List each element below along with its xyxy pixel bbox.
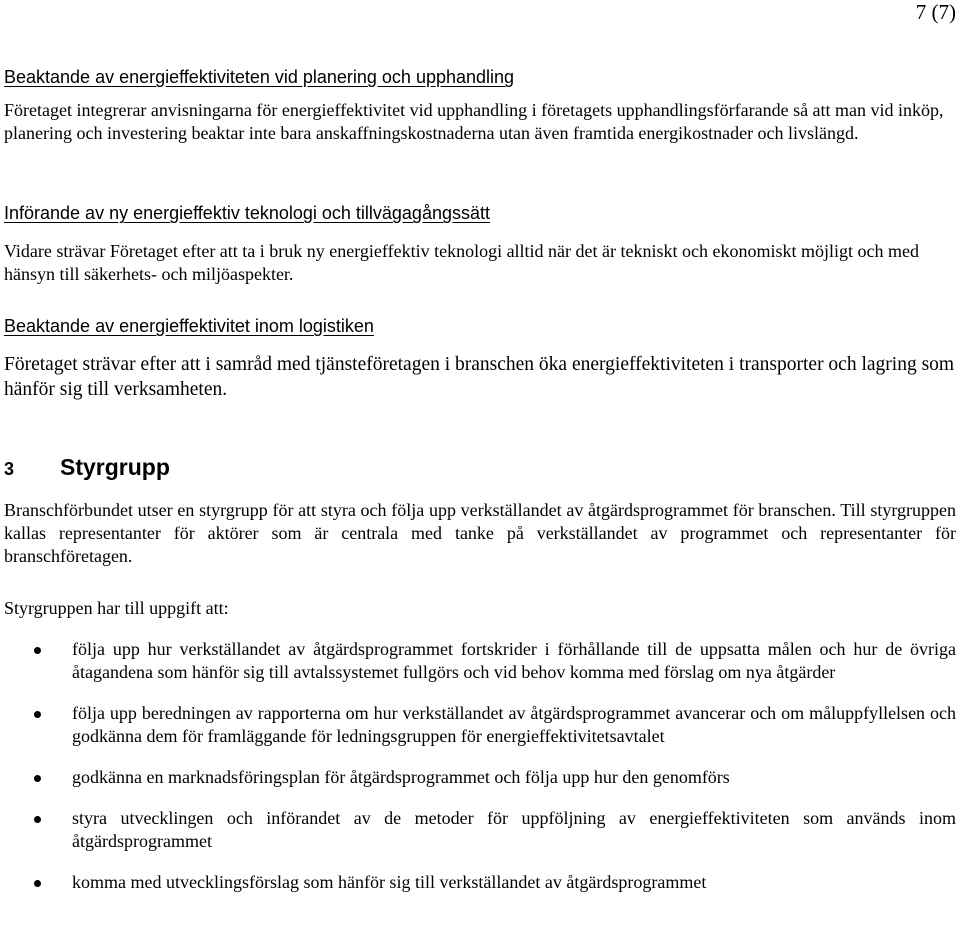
list-item [4,702,956,748]
logistics-paragraph: Företaget strävar efter att i samråd med tjänsteföretagen i branschen öka energieffektiviteten i transporter och lagring som hänför sig till verksamheten. [4,354,955,400]
list-item [4,638,956,684]
bullet-icon [34,816,41,823]
bullet-icon [34,647,41,654]
technology-paragraph: Vidare strävar Företaget efter att ta i bruk ny energieffektiv teknologi alltid när det är tekniskt och ekonomiskt möjligt och med hänsyn till säkerhets- och miljöaspekter. [4,241,919,284]
bullet-icon [34,880,41,887]
procurement-paragraph: Företaget integrerar anvisningarna för energieffektivitet vid upphandling i företagets upphandlingsförfarande så att man vid inköp, planering och investering beaktar inte bara anskaffningskostnaderna utan även framtida energikostnader och livslängd. [4,100,944,143]
section-number: 3 [4,459,15,479]
technology-heading: Införande av ny energieffektiv teknologi och tillvägagångssätt [4,203,490,223]
section-title: Styrgrupp [60,454,170,480]
logistics-heading: Beaktande av energieffektivitet inom logistiken [4,316,374,336]
page-number: 7 (7) [915,0,956,24]
tasks-label: Styrgruppen har till uppgift att: [4,598,229,618]
list-item [4,807,956,853]
procurement-heading: Beaktande av energieffektiviteten vid planering och upphandling [4,67,515,87]
task-list [4,638,956,912]
bullet-icon [34,711,41,718]
task-text: godkänna en marknadsföringsplan för åtgärdsprogrammet och följa upp hur den genomförs [72,767,730,787]
bullet-icon [34,775,41,782]
task-text: följa upp beredningen av rapporterna om hur verkställandet av åtgärdsprogrammet avancerar och om måluppfyllelsen och godkänna dem för framläggande för ledningsgruppen för energieffektivitetsavtalet [72,703,956,746]
list-item [4,871,956,894]
steering-group-intro: Branschförbundet utser en styrgrupp för att styra och följa upp verkställandet av åtgärdsprogrammet för branschen. Till styrgruppen kallas representanter för aktörer som är centrala med tanke på verkställandet av programmet och representanter för branschföretagen. [4,500,956,566]
task-text: styra utvecklingen och införandet av de metoder för uppföljning av energieffektiviteten som används inom åtgärdsprogrammet [72,808,956,851]
section-heading-styrgrupp [4,453,170,483]
task-text: komma med utvecklingsförslag som hänför sig till verkställandet av åtgärdsprogrammet [72,872,707,892]
task-text: följa upp hur verkställandet av åtgärdsprogrammet fortskrider i förhållande till de uppsatta målen och hur de övriga åtagandena som hänför sig till avtalssystemet fullgörs och vid behov komma med förslag om nya åtgärder [72,639,956,682]
list-item [4,766,956,789]
